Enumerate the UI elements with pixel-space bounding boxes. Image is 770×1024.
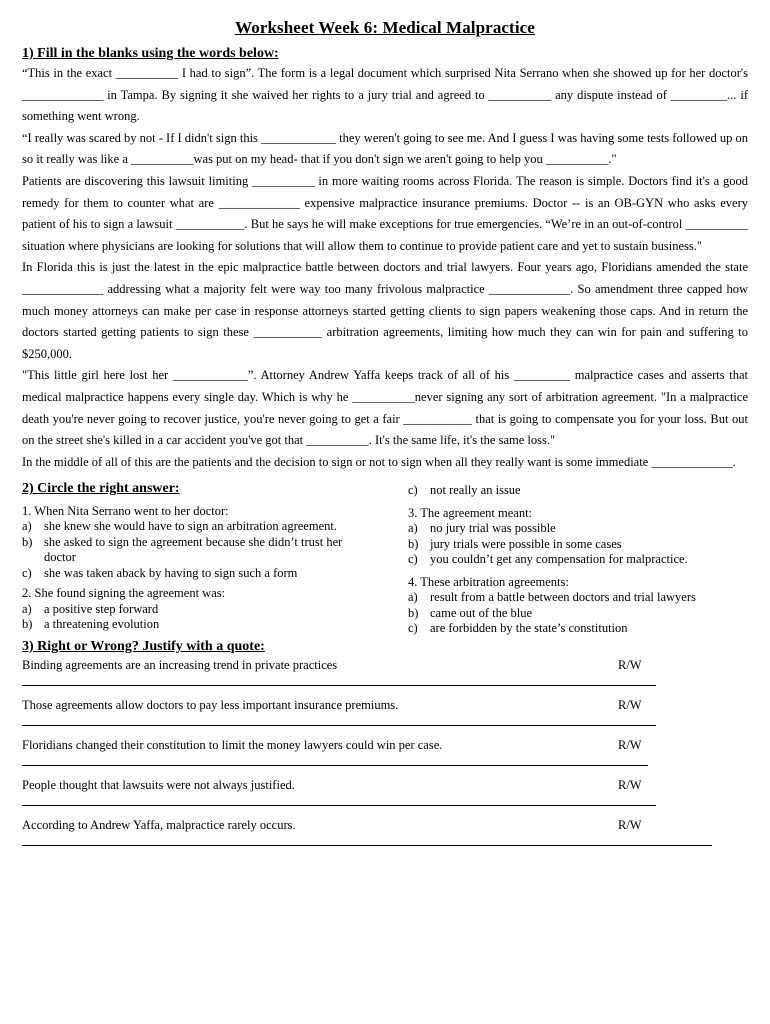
statement-text: According to Andrew Yaffa, malpractice rarely occurs. <box>22 817 296 832</box>
paragraph: “This in the exact __________ I had to sign”. The form is a legal document which surprised Nita Serrano when she showed up for her doctor's _____________ in Tampa. By signing it she waived her rights to a jury trial and agreed to __________ any dispute instead of _________... if something went wrong. <box>22 66 748 124</box>
paragraph: In the middle of all of this are the patients and the decision to sign or not to sign when all they really want is some immediate _____________. <box>22 454 736 469</box>
statement-row <box>22 737 748 753</box>
rw-choice[interactable]: R/W <box>618 657 642 672</box>
option-text: no jury trial was possible <box>430 521 556 536</box>
option-letter: c) <box>22 565 32 580</box>
answer-option[interactable] <box>408 483 748 499</box>
option-letter: a) <box>408 590 418 605</box>
paragraph: “I really was scared by not - If I didn't sign this ____________ they weren't going to see me. And I guess I was having some tests followed up on so it really was like a __________was put on my head- that if you don't sign we aren't going to help you __________." <box>22 130 748 167</box>
answer-line[interactable] <box>22 793 656 806</box>
answer-line[interactable] <box>22 833 712 846</box>
statement-text: People thought that lawsuits were not always justified. <box>22 777 295 792</box>
option-text: she knew she would have to sign an arbitration agreement. <box>44 519 337 534</box>
answer-option[interactable] <box>408 521 748 537</box>
statement-row <box>22 657 748 673</box>
option-text: she was taken aback by having to sign such a form <box>44 565 298 580</box>
answer-option[interactable] <box>408 590 748 606</box>
right-column <box>408 481 748 637</box>
section-heading: 3) Right or Wrong? Justify with a quote: <box>22 638 265 654</box>
option-text: a threatening evolution <box>44 617 160 632</box>
option-letter: c) <box>408 621 418 636</box>
paragraph: Patients are discovering this lawsuit limiting __________ in more waiting rooms across Florida. The reason is simple. Doctors find it's a good remedy for them to counter what are _____________ expensive malpractice insurance premiums. Doctor -- is an OB-GYN who asks every patient of his to sign a lawsuit ___________. But he says he will make exceptions for true emergencies. “We’re in an out-of-control __________ situation where physicians are looking for solutions that will allow them to continue to provide patient care and yet to sustain business." <box>22 173 748 253</box>
section-fill-blanks <box>22 46 748 473</box>
option-text: are forbidden by the state’s constitution <box>430 621 628 636</box>
option-letter: a) <box>408 521 418 536</box>
question: 3. The agreement meant: <box>408 505 533 520</box>
section-multiple-choice <box>22 481 748 637</box>
answer-line[interactable] <box>22 713 656 726</box>
option-text: result from a battle between doctors and trial lawyers <box>430 590 696 605</box>
answer-option[interactable] <box>22 617 397 633</box>
rw-choice[interactable]: R/W <box>618 777 642 792</box>
answer-option[interactable] <box>408 537 748 553</box>
section-heading: 2) Circle the right answer: <box>22 481 180 497</box>
answer-option[interactable] <box>22 519 397 535</box>
option-letter: b) <box>408 536 419 551</box>
answer-line[interactable] <box>22 753 648 766</box>
question: 1. When Nita Serrano went to her doctor: <box>22 503 229 518</box>
answer-option[interactable] <box>22 566 397 582</box>
option-letter: c) <box>408 483 418 498</box>
answer-line[interactable] <box>22 673 656 686</box>
option-text: a positive step forward <box>44 601 159 616</box>
option-letter: a) <box>22 519 32 534</box>
statement-text: Binding agreements are an increasing trend in private practices <box>22 657 338 672</box>
option-letter: b) <box>408 605 419 620</box>
statement-row <box>22 817 748 833</box>
option-letter: b) <box>22 617 33 632</box>
option-text: not really an issue <box>430 483 521 498</box>
option-letter: a) <box>22 601 32 616</box>
answer-option[interactable] <box>408 621 748 637</box>
section-heading: 1) Fill in the blanks using the words below: <box>22 46 279 61</box>
option-text: you couldn’t get any compensation for malpractice. <box>430 552 688 567</box>
statement-text: Floridians changed their constitution to limit the money lawyers could win per case. <box>22 737 443 752</box>
page-title: Worksheet Week 6: Medical Malpractice <box>235 18 535 37</box>
option-letter: c) <box>408 552 418 567</box>
question: 4. These arbitration agreements: <box>408 574 569 589</box>
option-text: she asked to sign the agreement because she didn’t trust her doctor <box>44 534 343 565</box>
statement-row <box>22 777 748 793</box>
rw-choice[interactable]: R/W <box>618 817 642 832</box>
paragraph: In Florida this is just the latest in the epic malpractice battle between doctors and trial lawyers. Four years ago, Floridians amended the state _____________ addressing what a majority felt were way too many frivolous malpractice _____________. So amendment three capped how much money attorneys can make per case in response attorneys started getting clients to sign papers weakening those caps. And in return the doctors started getting patients to sign these ___________ arbitration agreements, limiting how much they can win for pain and suffering to $250,000. <box>22 260 748 361</box>
rw-choice[interactable]: R/W <box>618 697 642 712</box>
statement-row <box>22 697 748 713</box>
answer-option[interactable] <box>22 602 397 618</box>
section-right-or-wrong <box>22 639 748 846</box>
option-text: came out of the blue <box>430 605 533 620</box>
answer-option[interactable] <box>408 606 748 622</box>
rw-choice[interactable]: R/W <box>618 737 642 752</box>
option-letter: b) <box>22 534 33 549</box>
option-text: jury trials were possible in some cases <box>430 536 622 551</box>
answer-option[interactable] <box>408 552 748 568</box>
paragraph: "This little girl here lost her ____________”. Attorney Andrew Yaffa keeps track of all of his _________ malpractice cases and asserts that medical malpractice happens every single day. Which is why he __________never signing any sort of arbitration agreement. "In a malpractice death you're never going to recover justice, you're never going to get a fair ___________ that is going to compensate you for your loss. But out on the street she's killed in a car accident you've got that __________. It's the same life, it's the same loss." <box>22 368 748 448</box>
question: 2. She found signing the agreement was: <box>22 586 226 601</box>
left-column <box>22 481 397 637</box>
statement-text: Those agreements allow doctors to pay less important insurance premiums. <box>22 697 399 712</box>
answer-option[interactable] <box>22 535 397 566</box>
worksheet-page <box>22 18 748 857</box>
